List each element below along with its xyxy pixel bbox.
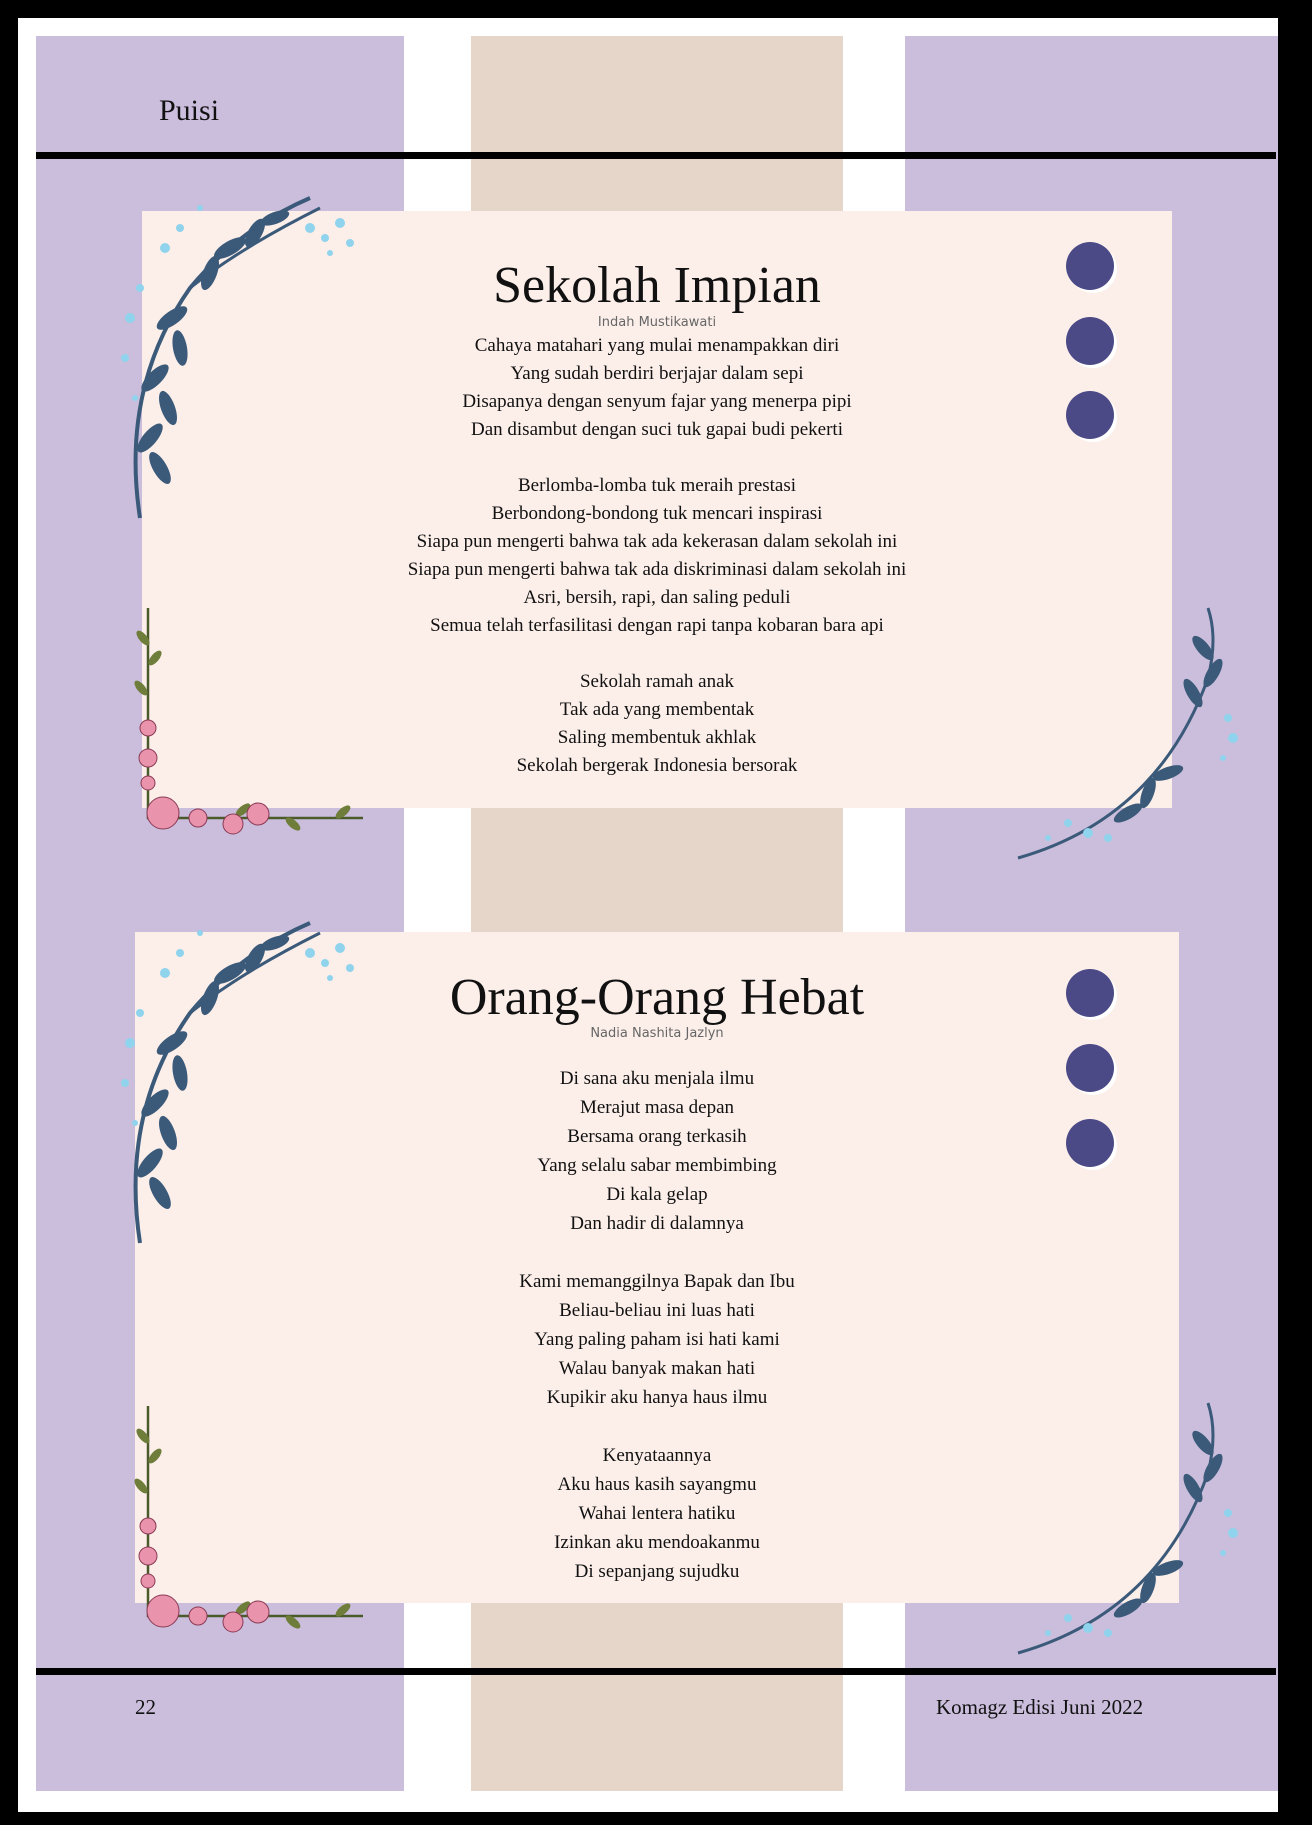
decorative-dot [1066, 1119, 1114, 1167]
poem-line: Wahai lentera hatiku [578, 1503, 736, 1524]
poem-line: Kami memanggilnya Bapak dan Ibu [519, 1271, 795, 1292]
decorative-dot [1066, 969, 1114, 1017]
poem-line: Walau banyak makan hati [558, 1358, 756, 1379]
poem-line: Sekolah ramah anak [579, 671, 735, 692]
poem-line: Siapa pun mengerti bahwa tak ada diskriminasi dalam sekolah ini [407, 559, 907, 580]
poem-line: Dan disambut dengan suci tuk gapai budi pekerti [471, 419, 843, 440]
poem-line: Yang paling paham isi hati kami [534, 1329, 780, 1350]
poem-line: Cahaya matahari yang mulai menampakkan diri [474, 335, 840, 356]
poem-line: Kenyataannya [602, 1445, 712, 1466]
poem-author: Nadia Nashita Jazlyn [590, 1026, 724, 1041]
poem-line: Yang sudah berdiri berjajar dalam sepi [510, 363, 804, 384]
poem-line: Kupikir aku hanya haus ilmu [546, 1387, 768, 1408]
footer-rule [36, 1668, 1276, 1675]
header-rule [36, 152, 1276, 159]
poem-line: Dan hadir di dalamnya [570, 1213, 744, 1234]
publication-title: Komagz Edisi Juni 2022 [936, 1695, 1144, 1719]
poem-line: Siapa pun mengerti bahwa tak ada kekerasan dalam sekolah ini [416, 531, 898, 552]
decorative-dot [1066, 1044, 1114, 1092]
poem-title: Sekolah Impian [493, 257, 821, 314]
leaf-branch-decoration [1008, 1393, 1258, 1663]
decorative-dot [1066, 391, 1114, 439]
decorative-dot [1066, 242, 1114, 290]
poem-line: Bersama orang terkasih [567, 1126, 747, 1147]
flower-corner-decoration [113, 578, 403, 848]
poem-line: Izinkan aku mendoakanmu [554, 1532, 760, 1553]
poem-line: Di sana aku menjala ilmu [559, 1068, 755, 1089]
magazine-page [18, 18, 1278, 1812]
page-number: 22 [135, 1695, 156, 1719]
poem-line: Di kala gelap [606, 1184, 708, 1205]
poem-line: Aku haus kasih sayangmu [557, 1474, 757, 1495]
flower-corner-decoration [113, 1376, 403, 1646]
decorative-dot [1066, 317, 1114, 365]
poem-line: Yang selalu sabar membimbing [537, 1155, 777, 1176]
poem-line: Tak ada yang membentak [559, 699, 755, 720]
poem-line: Di sepanjang sujudku [574, 1561, 740, 1582]
leaf-branch-decoration [80, 893, 380, 1253]
section-label: Puisi [159, 94, 220, 127]
poem-line: Sekolah bergerak Indonesia bersorak [516, 755, 798, 776]
poem-line: Disapanya dengan senyum fajar yang menerpa pipi [462, 391, 852, 412]
leaf-branch-decoration [1008, 598, 1258, 868]
poem-line: Berbondong-bondong tuk mencari inspirasi [491, 503, 823, 524]
poem-line: Asri, bersih, rapi, dan saling peduli [523, 587, 791, 608]
poem-line: Saling membentuk akhlak [557, 727, 757, 748]
poem-line: Berlomba-lomba tuk meraih prestasi [517, 475, 797, 496]
poem-line: Merajut masa depan [579, 1097, 735, 1118]
poem-line: Beliau-beliau ini luas hati [559, 1300, 755, 1321]
poem-title: Orang-Orang Hebat [449, 969, 865, 1026]
poem-author: Indah Mustikawati [597, 315, 717, 330]
poem-line: Semua telah terfasilitasi dengan rapi tanpa kobaran bara api [430, 615, 884, 636]
leaf-branch-decoration [80, 168, 380, 528]
